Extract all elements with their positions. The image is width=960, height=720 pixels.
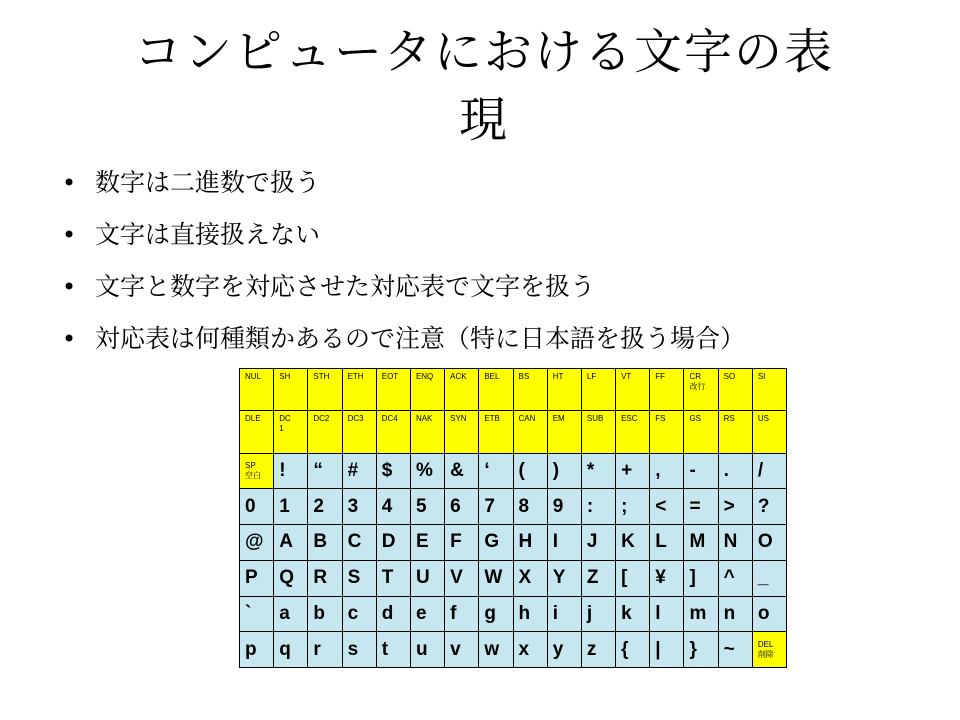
ascii-cell: ENQ (410, 369, 444, 411)
ascii-cell: 9 (547, 489, 581, 525)
ascii-cell: { (616, 632, 650, 668)
ascii-cell: F (445, 525, 479, 561)
ascii-cell: k (616, 596, 650, 632)
ascii-cell: J (581, 525, 615, 561)
slide-title (64, 18, 904, 154)
ascii-cell: . (718, 453, 752, 489)
ascii-cell: ! (274, 453, 308, 489)
ascii-cell: G (479, 525, 513, 561)
ascii-cell: HT (547, 369, 581, 411)
ascii-cell: S (342, 560, 376, 596)
ascii-cell: v (445, 632, 479, 668)
ascii-cell: L (650, 525, 684, 561)
ascii-cell: Q (274, 560, 308, 596)
ascii-cell: 3 (342, 489, 376, 525)
ascii-cell: W (479, 560, 513, 596)
ascii-cell: $ (376, 453, 410, 489)
ascii-cell: b (308, 596, 342, 632)
ascii-cell: DLE (240, 411, 274, 453)
ascii-cell: 5 (410, 489, 444, 525)
ascii-cell: “ (308, 453, 342, 489)
bullet-dot: • (62, 273, 77, 301)
ascii-cell: 0 (240, 489, 274, 525)
ascii-cell: BEL (479, 369, 513, 411)
ascii-cell: ( (513, 453, 547, 489)
ascii-cell: Y (547, 560, 581, 596)
ascii-cell: a (274, 596, 308, 632)
ascii-cell: SP 空白 (240, 453, 274, 489)
ascii-cell: ‘ (479, 453, 513, 489)
ascii-cell: ¥ (650, 560, 684, 596)
ascii-cell: : (581, 489, 615, 525)
ascii-cell: ? (752, 489, 786, 525)
ascii-cell: g (479, 596, 513, 632)
ascii-cell: o (752, 596, 786, 632)
ascii-cell: d (376, 596, 410, 632)
ascii-cell: e (410, 596, 444, 632)
ascii-cell: 6 (445, 489, 479, 525)
ascii-cell: p (240, 632, 274, 668)
ascii-cell: E (410, 525, 444, 561)
ascii-cell: US (752, 411, 786, 453)
ascii-cell: U (410, 560, 444, 596)
ascii-cell: P (240, 560, 274, 596)
ascii-cell: 1 (274, 489, 308, 525)
ascii-row (240, 560, 787, 596)
ascii-cell: K (616, 525, 650, 561)
bullet-dot: • (62, 325, 77, 353)
ascii-cell: X (513, 560, 547, 596)
ascii-cell: ; (616, 489, 650, 525)
ascii-cell: [ (616, 560, 650, 596)
ascii-row (240, 411, 787, 453)
bullet-text: 対応表は何種類かあるので注意（特に日本語を扱う場合） (95, 324, 746, 353)
ascii-cell: c (342, 596, 376, 632)
ascii-cell: A (274, 525, 308, 561)
bullet-item (62, 272, 882, 302)
ascii-cell: RS (718, 411, 752, 453)
ascii-cell: w (479, 632, 513, 668)
ascii-cell: Z (581, 560, 615, 596)
ascii-row (240, 596, 787, 632)
ascii-cell: - (684, 453, 718, 489)
ascii-cell: ` (240, 596, 274, 632)
ascii-cell: / (752, 453, 786, 489)
ascii-cell: l (650, 596, 684, 632)
ascii-cell: DC3 (342, 411, 376, 453)
ascii-cell: B (308, 525, 342, 561)
ascii-cell: y (547, 632, 581, 668)
title-line-2: 現 (458, 92, 509, 148)
ascii-cell: q (274, 632, 308, 668)
ascii-cell: ^ (718, 560, 752, 596)
ascii-cell: ETB (479, 411, 513, 453)
ascii-cell: u (410, 632, 444, 668)
ascii-cell: VT (616, 369, 650, 411)
ascii-cell: * (581, 453, 615, 489)
ascii-cell: # (342, 453, 376, 489)
ascii-cell: ~ (718, 632, 752, 668)
bullet-text: 文字は直接扱えない (95, 220, 321, 249)
ascii-cell: % (410, 453, 444, 489)
bullet-dot: • (62, 221, 77, 249)
bullet-text: 文字と数字を対応させた対応表で文字を扱う (95, 272, 596, 301)
ascii-cell: SI (752, 369, 786, 411)
ascii-cell: ACK (445, 369, 479, 411)
ascii-cell: 2 (308, 489, 342, 525)
ascii-cell: ) (547, 453, 581, 489)
ascii-table-body (240, 369, 787, 668)
ascii-cell: s (342, 632, 376, 668)
ascii-cell: n (718, 596, 752, 632)
ascii-cell: V (445, 560, 479, 596)
ascii-cell: ETH (342, 369, 376, 411)
ascii-cell: NAK (410, 411, 444, 453)
ascii-cell: z (581, 632, 615, 668)
ascii-cell: FF (650, 369, 684, 411)
ascii-cell: r (308, 632, 342, 668)
ascii-cell: = (684, 489, 718, 525)
ascii-cell: I (547, 525, 581, 561)
ascii-cell: x (513, 632, 547, 668)
ascii-cell: ] (684, 560, 718, 596)
ascii-cell: SUB (581, 411, 615, 453)
ascii-cell: R (308, 560, 342, 596)
ascii-cell: EM (547, 411, 581, 453)
ascii-cell: + (616, 453, 650, 489)
ascii-cell: DC4 (376, 411, 410, 453)
ascii-cell: NUL (240, 369, 274, 411)
ascii-cell: STH (308, 369, 342, 411)
ascii-cell: j (581, 596, 615, 632)
bullet-list (62, 168, 882, 354)
ascii-row (240, 489, 787, 525)
ascii-cell: EOT (376, 369, 410, 411)
ascii-cell: & (445, 453, 479, 489)
bullet-item (62, 324, 882, 354)
ascii-cell: SH (274, 369, 308, 411)
ascii-cell: > (718, 489, 752, 525)
ascii-cell: 4 (376, 489, 410, 525)
ascii-cell: GS (684, 411, 718, 453)
ascii-cell: LF (581, 369, 615, 411)
ascii-cell: m (684, 596, 718, 632)
ascii-cell: D (376, 525, 410, 561)
ascii-cell: T (376, 560, 410, 596)
ascii-row (240, 632, 787, 668)
ascii-cell: O (752, 525, 786, 561)
ascii-cell: DEL 削除 (752, 632, 786, 668)
ascii-cell: CAN (513, 411, 547, 453)
ascii-cell: i (547, 596, 581, 632)
title-line-1: コンピュータにおける文字の表 (133, 24, 834, 80)
ascii-cell: BS (513, 369, 547, 411)
ascii-cell: 7 (479, 489, 513, 525)
ascii-row (240, 369, 787, 411)
ascii-cell: } (684, 632, 718, 668)
ascii-cell: | (650, 632, 684, 668)
bullet-item (62, 220, 882, 250)
ascii-row (240, 525, 787, 561)
ascii-cell: M (684, 525, 718, 561)
ascii-cell: t (376, 632, 410, 668)
ascii-cell: SYN (445, 411, 479, 453)
ascii-cell: N (718, 525, 752, 561)
ascii-cell: C (342, 525, 376, 561)
bullet-item (62, 168, 882, 198)
ascii-cell: CR 改行 (684, 369, 718, 411)
bullet-dot: • (62, 169, 77, 197)
ascii-cell: @ (240, 525, 274, 561)
ascii-cell: 8 (513, 489, 547, 525)
ascii-cell: SO (718, 369, 752, 411)
ascii-cell: h (513, 596, 547, 632)
ascii-row (240, 453, 787, 489)
ascii-cell: f (445, 596, 479, 632)
ascii-cell: DC 1 (274, 411, 308, 453)
ascii-code-table (239, 368, 787, 668)
ascii-cell: DC2 (308, 411, 342, 453)
ascii-cell: _ (752, 560, 786, 596)
ascii-cell: < (650, 489, 684, 525)
bullet-text: 数字は二進数で扱う (95, 168, 321, 197)
ascii-cell: , (650, 453, 684, 489)
ascii-cell: H (513, 525, 547, 561)
ascii-cell: ESC (616, 411, 650, 453)
ascii-cell: FS (650, 411, 684, 453)
